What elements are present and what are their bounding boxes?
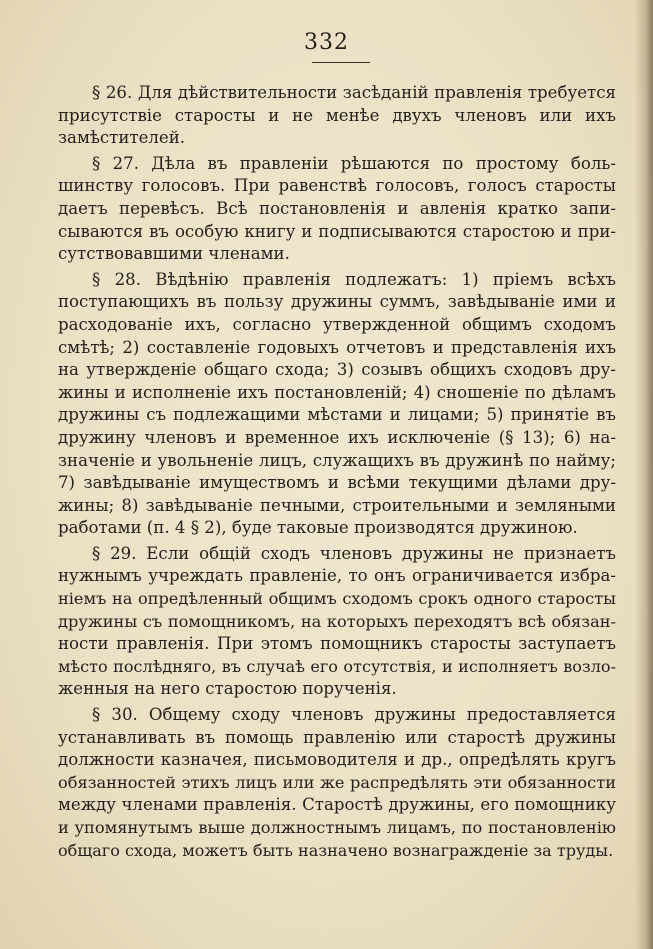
page-text xyxy=(58,82,616,865)
text-line: замѣстителей. xyxy=(58,128,186,148)
text-line: присутствіе старосты и не менѣе двухъ членовъ или ихъ xyxy=(58,105,616,125)
text-line: расходованіе ихъ, согласно утвержденной общимъ сходомъ xyxy=(58,314,616,334)
paragraph-s27 xyxy=(58,153,616,266)
text-line: сываются въ особую книгу и подписываются старостою и при- xyxy=(58,221,616,241)
text-line: § 29. Если общій сходъ членовъ дружины не признаетъ xyxy=(92,543,616,563)
page-number: 332 xyxy=(304,30,349,55)
text-line: нужнымъ учреждать правленіе, то онъ ограничивается избра- xyxy=(58,566,616,586)
text-line: должности казначея, письмоводителя и др., опредѣлять кругъ xyxy=(58,750,616,770)
text-line: шинству голосовъ. При равенствѣ голосовъ, голосъ старосты xyxy=(58,176,616,196)
text-line: ности правленія. При этомъ помощникъ старосты заступаетъ xyxy=(58,634,616,654)
paragraph-s28 xyxy=(58,269,616,540)
text-line: § 27. Дѣла въ правленіи рѣшаются по простому боль- xyxy=(92,153,616,173)
text-line: дружины съ подлежащими мѣстами и лицами; 5) принятіе въ xyxy=(58,405,616,425)
text-line: и упомянутымъ выше должностнымъ лицамъ, по постановленію xyxy=(58,818,616,837)
text-line: сутствовавшими членами. xyxy=(58,244,290,264)
text-line: устанавливать въ помощь правленію или старостѣ дружины xyxy=(58,727,616,747)
text-line: поступающихъ въ пользу дружины суммъ, завѣдываніе ими и xyxy=(58,292,616,312)
page-edge-shadow xyxy=(635,0,653,949)
text-line: жины; 8) завѣдываніе печными, строительными и земляными xyxy=(58,495,616,515)
text-line: общаго схода, можетъ быть назначено вознагражденіе за труды. xyxy=(58,840,614,860)
text-line: § 30. Общему сходу членовъ дружины предоставляется xyxy=(92,705,616,725)
text-line: § 28. Вѣдѣнію правленія подлежатъ: 1) пріемъ всѣхъ xyxy=(92,269,616,289)
text-line: работами (п. 4 § 2), буде таковые производятся дружиною. xyxy=(58,518,578,538)
text-line: 7) завѣдываніе имуществомъ и всѣми текущими дѣлами дру- xyxy=(58,473,616,493)
text-line: дружины съ помощникомъ, на которыхъ переходятъ всѣ обязан- xyxy=(58,611,616,631)
text-line: дружину членовъ и временное ихъ исключеніе (§ 13); 6) на- xyxy=(58,427,616,447)
text-line: смѣтѣ; 2) составленіе годовыхъ отчетовъ и представленія ихъ xyxy=(58,337,616,357)
text-line: даетъ перевѣсъ. Всѣ постановленія и авленія кратко запи- xyxy=(58,198,616,218)
text-line: обязанностей этихъ лицъ или же распредѣлять эти обязанности xyxy=(58,772,616,792)
paragraph-s30 xyxy=(58,704,616,862)
header-rule xyxy=(312,62,370,63)
text-line: мѣсто послѣдняго, въ случаѣ его отсутствія, и исполняетъ возло- xyxy=(58,656,616,676)
text-line: женныя на него старостою порученія. xyxy=(58,679,397,699)
text-line: ніемъ на опредѣленный общимъ сходомъ срокъ одного старосты xyxy=(58,589,616,609)
text-line: на утвержденіе общаго схода; 3) созывъ общихъ сходовъ дру- xyxy=(58,360,616,380)
paragraph-s26 xyxy=(58,82,616,150)
text-line: значеніе и увольненіе лицъ, служащихъ въ дружинѣ по найму; xyxy=(58,450,616,470)
text-line: § 26. Для дѣйствительности засѣданій правленія требуется xyxy=(92,83,616,102)
text-line: между членами правленія. Старостѣ дружины, его помощнику xyxy=(58,795,616,815)
text-line: жины и исполненіе ихъ постановленій; 4) сношеніе по дѣламъ xyxy=(58,382,616,402)
paragraph-s29 xyxy=(58,543,616,701)
